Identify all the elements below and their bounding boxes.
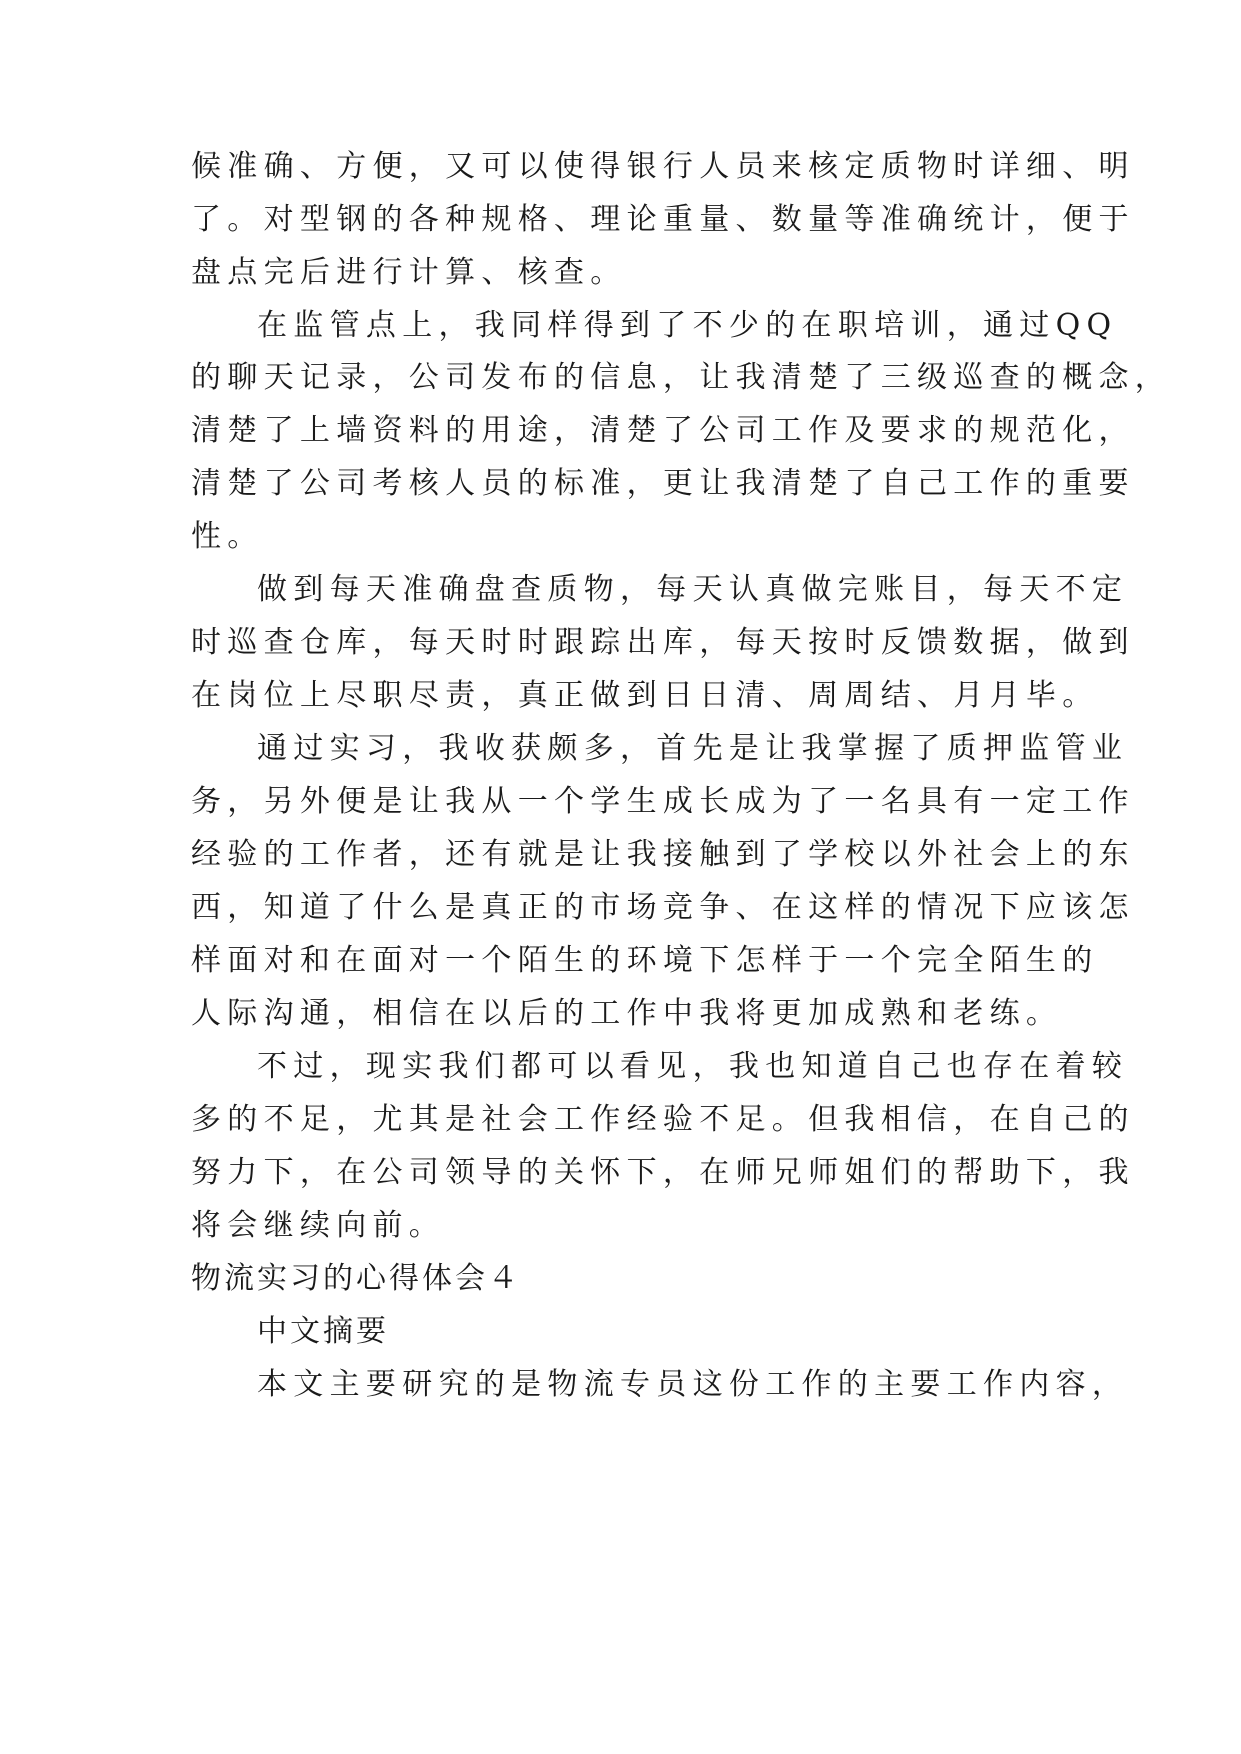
paragraph-line: 将会继续向前。 [191, 1208, 446, 1243]
paragraph-line: 通过实习，我收获颇多，首先是让我掌握了质押监管业 [257, 731, 1129, 766]
paragraph-line: 不过，现实我们都可以看见，我也知道自己也存在着较 [257, 1049, 1129, 1084]
paragraph-line: 人际沟通，相信在以后的工作中我将更加成熟和老练。 [191, 996, 1063, 1031]
paragraph-line: 务，另外便是让我从一个学生成长成为了一名具有一定工作 [191, 784, 1135, 819]
paragraph-line: 在岗位上尽职尽责，真正做到日日清、周周结、月月毕。 [191, 678, 1099, 713]
paragraph-line: 做到每天准确盘查质物，每天认真做完账目，每天不定 [257, 572, 1129, 607]
paragraph-line: 候准确、方便，又可以使得银行人员来核定质物时详细、明 [191, 149, 1135, 184]
paragraph-line: 本文主要研究的是物流专员这份工作的主要工作内容， [257, 1367, 1129, 1402]
section-heading: 物流实习的心得体会４ [191, 1261, 521, 1296]
paragraph-line: 多的不足，尤其是社会工作经验不足。但我相信，在自己的 [191, 1102, 1135, 1137]
paragraph-line: 的聊天记录，公司发布的信息，让我清楚了三级巡查的概念， [191, 360, 1172, 395]
paragraph-line: 努力下，在公司领导的关怀下，在师兄师姐们的帮助下，我 [191, 1155, 1135, 1190]
paragraph-line: 清楚了公司考核人员的标准，更让我清楚了自己工作的重要 [191, 466, 1135, 501]
paragraph-line: 了。对型钢的各种规格、理论重量、数量等准确统计，便于 [191, 202, 1135, 237]
abstract-heading: 中文摘要 [257, 1314, 389, 1349]
paragraph-line: 在监管点上，我同样得到了不少的在职培训，通过QQ [257, 308, 1118, 343]
paragraph-line: 经验的工作者，还有就是让我接触到了学校以外社会上的东 [191, 837, 1135, 872]
paragraph-line: 性。 [191, 519, 264, 554]
paragraph-line: 清楚了上墙资料的用途，清楚了公司工作及要求的规范化， [191, 413, 1135, 448]
paragraph-line: 样面对和在面对一个陌生的环境下怎样于一个完全陌生的 [191, 943, 1099, 978]
paragraph-line: 西，知道了什么是真正的市场竞争、在这样的情况下应该怎 [191, 890, 1135, 925]
paragraph-line: 时巡查仓库，每天时时跟踪出库，每天按时反馈数据，做到 [191, 625, 1135, 660]
paragraph-line: 盘点完后进行计算、核查。 [191, 255, 627, 290]
